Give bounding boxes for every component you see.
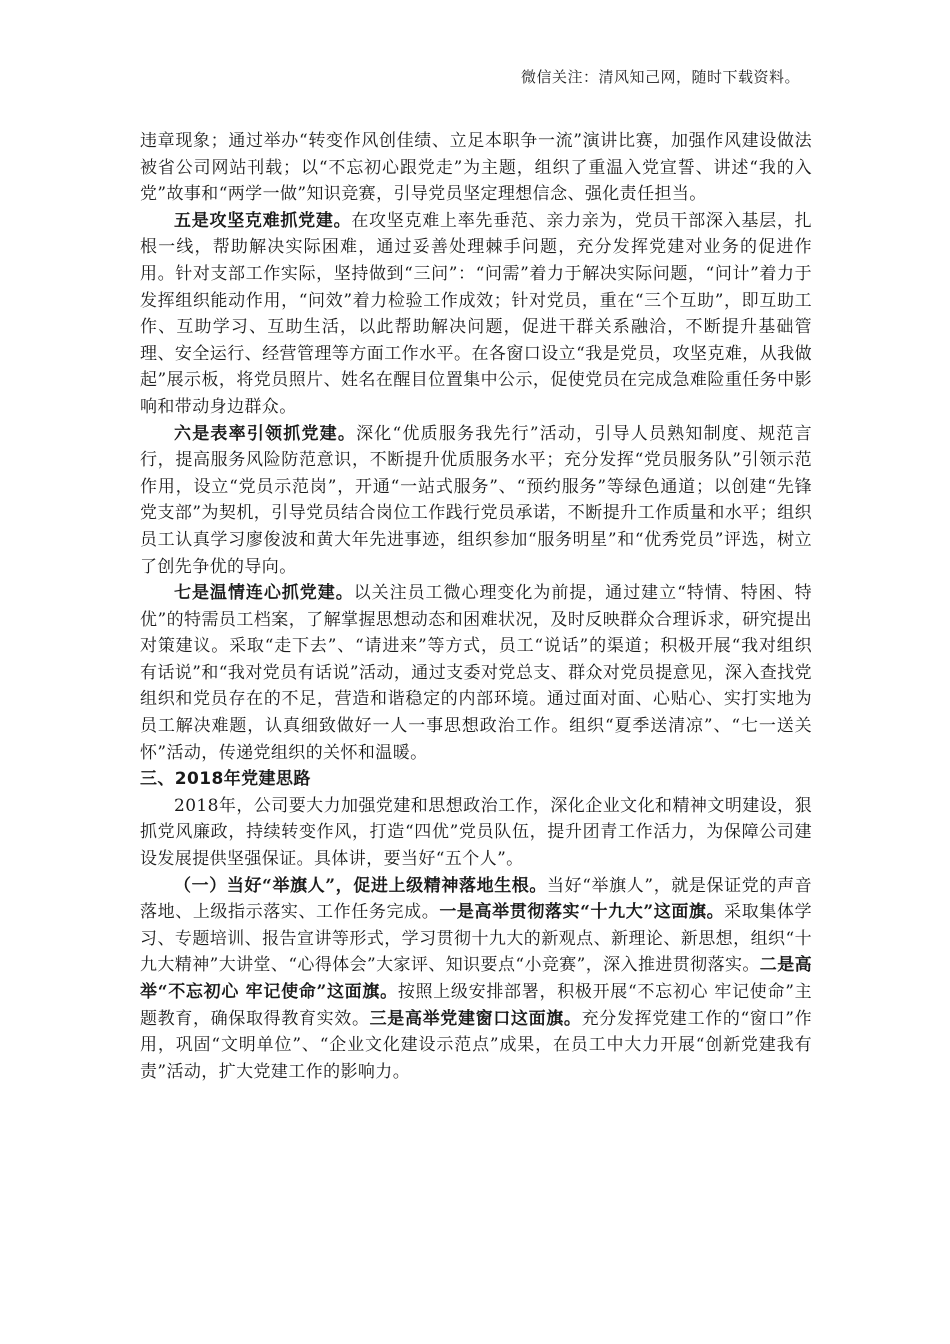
paragraph-text: 采取集体学习、专题培训、报告宣讲等形式，学习贯彻十九大的新观点、新理论、新思想，组织“十九大精神”大讲堂、“心得体会”大家评、知识要点“小竞赛”，深入推进贯彻落实。 bbox=[140, 902, 812, 976]
point-lead-3: 三是高举党建窗口这面旗。 bbox=[369, 1008, 582, 1029]
paragraph-text: 在攻坚克难上率先垂范、亲力亲为，党员干部深入基层，扎根一线，帮助解决实际困难，通过妥善处理棘手问题，充分发挥党建对业务的促进作用。针对支部工作实际，坚持做到“三问”：“问需”着力于解决实际问题，“问计”着力于发挥组织能动作用，“问效”着力检验工作成效；针对党员，重在“三个互助”，即互助工作、互助学习、互助生活，以此帮助解决问题，促进干群关系融洽，不断提升基础管理、安全运行、经营管理等方面工作水平。在各窗口设立“我是党员，攻坚克难，从我做起”展示板，将党员照片、姓名在醒目位置集中公示，促使党员在完成急难险重任务中影响和带动身边群众。 bbox=[140, 210, 812, 417]
paragraph-text: 当好“举旗人”，就是保证党的声音落地、上级指示落实、工作任务完成。 bbox=[140, 875, 812, 923]
paragraph-item-7 bbox=[140, 580, 812, 766]
document-body bbox=[140, 128, 812, 1085]
paragraph-text: 深化“优质服务我先行”活动，引导人员熟知制度、规范言行，提高服务风险防范意识，不断提升优质服务水平；充分发挥“党员服务队”引领示范作用，设立“党员示范岗”，开通“一站式服务”、“预约服务”等绿色通道；以创建“先锋党支部”为契机，引导党员结合岗位工作践行党员承诺，不断提升工作质量和水平；组织员工认真学习廖俊波和黄大年先进事迹，组织参加“服务明星”和“优秀党员”评选，树立了创先争优的导向。 bbox=[140, 423, 812, 577]
header-note: 微信关注：清风知己网，随时下载资料。 bbox=[520, 68, 800, 86]
subsection-heading: （一）当好“举旗人”，促进上级精神落地生根。 bbox=[174, 875, 548, 896]
paragraph-lead: 五是攻坚克难抓党建。 bbox=[174, 210, 352, 231]
paragraph-text: 按照上级安排部署，积极开展“不忘初心 牢记使命”主题教育，确保取得教育实效。 bbox=[140, 982, 812, 1029]
paragraph-item-5 bbox=[140, 208, 812, 421]
paragraph-continuation: 违章现象；通过举办“转变作风创佳绩、立足本职争一流”演讲比赛，加强作风建设做法被省公司网站刊载；以“不忘初心跟党走”为主题，组织了重温入党宣誓、讲述“我的入党”故事和“两学一做”知识竞赛，引导党员坚定理想信念、强化责任担当。 bbox=[140, 131, 812, 205]
paragraph-item-6 bbox=[140, 421, 812, 581]
paragraph-lead: 六是表率引领抓党建。 bbox=[174, 423, 357, 444]
paragraph-text: 以关注员工微心理变化为前提，通过建立“特情、特困、特优”的特需员工档案，了解掌握思想动态和困难状况，及时反映群众合理诉求，研究提出对策建议。采取“走下去”、“请进来”等方式，员工“说话”的渠道；积极开展“我对组织有话说”和“我对党员有话说”活动，通过支委对党总支、群众对党员提意见，深入查找党组织和党员存在的不足，营造和谐稳定的内部环境。通过面对面、心贴心、实打实地为员工解决难题，认真细致做好一人一事思想政治工作。组织“夏季送清凉”、“七一送关怀”活动，传递党组织的关怀和温暖。 bbox=[140, 583, 812, 763]
paragraph-lead: 七是温情连心抓党建。 bbox=[174, 583, 354, 604]
paragraph-text: 充分发挥党建工作的“窗口”作用，巩固“文明单位”、“企业文化建设示范点”成果，在员工中大力开展“创新党建我有责”活动，扩大党建工作的影响力。 bbox=[140, 1008, 812, 1082]
paragraph-intro: 2018年，公司要大力加强党建和思想政治工作，深化企业文化和精神文明建设，狠抓党风廉政，持续转变作风，打造“四优”党员队伍，提升团青工作活力，为保障公司建设发展提供坚强保证。具体讲，要当好“五个人”。 bbox=[140, 795, 812, 870]
point-lead-1: 一是高举贯彻落实“十九大”这面旗。 bbox=[439, 902, 725, 923]
section-heading: 三、2018年党建思路 bbox=[140, 769, 311, 790]
paragraph-subsection-1 bbox=[140, 873, 812, 1086]
point-lead-2: 二是高举“不忘初心 牢记使命”这面旗。 bbox=[140, 955, 813, 1002]
